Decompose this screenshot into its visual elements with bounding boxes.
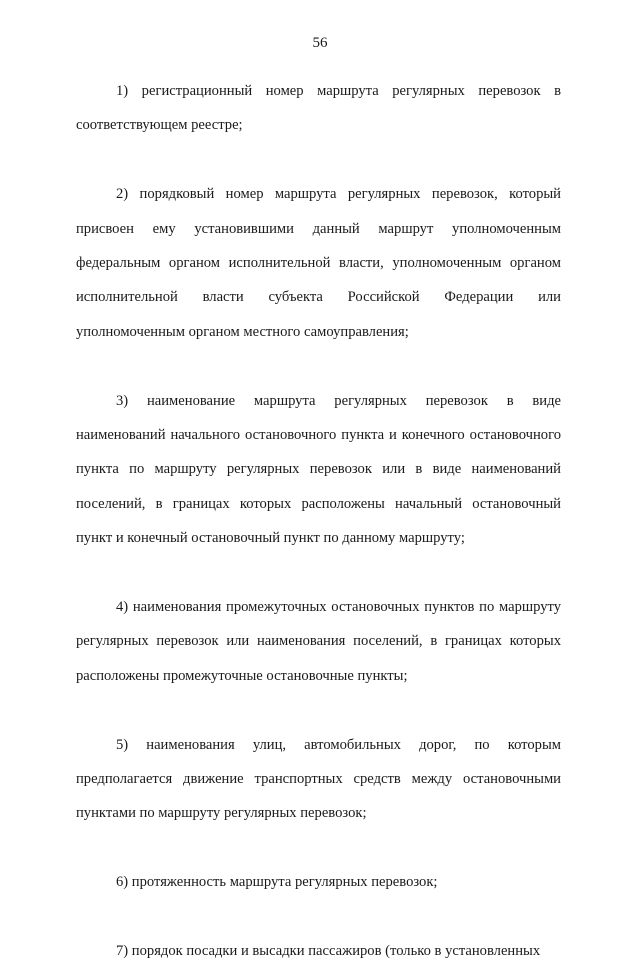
- paragraph-item-2: 2) порядковый номер маршрута регулярных перевозок, который присвоен ему установившими данный маршрут уполномоченным федеральным органом исполнительной власти, уполномоченным органом исполнительной власти субъекта Российской Федерации или уполномоченным органом местного самоуправления;: [76, 186, 561, 340]
- paragraph-item-3: 3) наименование маршрута регулярных перевозок в виде наименований начального остановочного пункта и конечного остановочного пункта по маршруту регулярных перевозок или в виде наименований поселений, в границах которых расположены начальный остановочный пункт и конечный остановочный пункт по данному маршруту;: [76, 392, 561, 547]
- document-body: [76, 74, 561, 968]
- paragraph-item-5: 5) наименования улиц, автомобильных дорог, по которым предполагается движение транспортных средств между остановочными пунктами по маршруту регулярных перевозок;: [76, 736, 561, 822]
- paragraph-item-6: 6) протяженность маршрута регулярных перевозок;: [116, 874, 438, 891]
- paragraph-item-1: 1) регистрационный номер маршрута регулярных перевозок в соответствующем реестре;: [76, 83, 561, 134]
- paragraph-item-4: 4) наименования промежуточных остановочных пунктов по маршруту регулярных перевозок или наименования поселений, в границах которых расположены промежуточные остановочные пункты;: [76, 599, 561, 684]
- page-number: 56: [312, 35, 328, 51]
- paragraph-item-7: 7) порядок посадки и высадки пассажиров (только в установленных: [116, 943, 541, 960]
